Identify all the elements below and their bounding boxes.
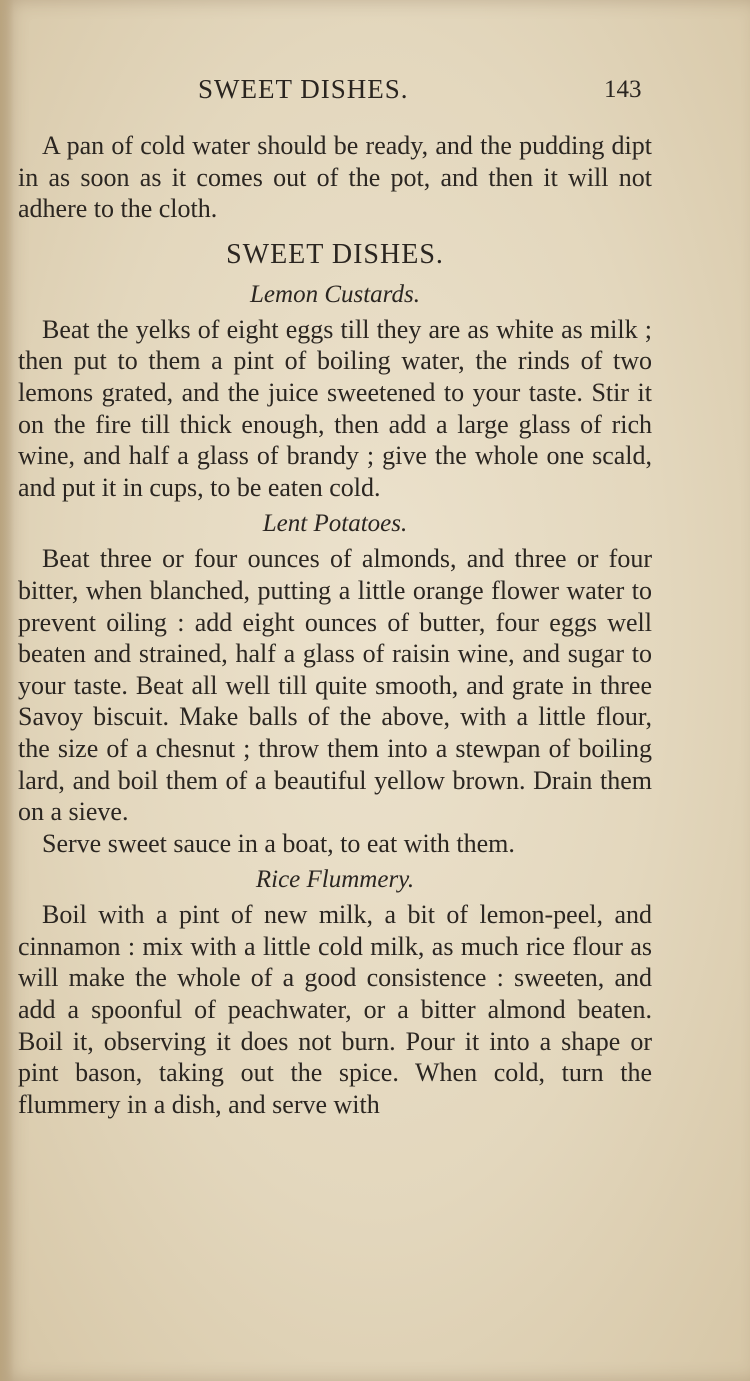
running-title: SWEET DISHES. bbox=[198, 74, 409, 104]
recipe-paragraph: Serve sweet sauce in a boat, to eat with them. bbox=[42, 828, 515, 858]
recipe-title-lemon-custards: Lemon Custards. bbox=[250, 280, 420, 308]
recipe-title-lent-potatoes: Lent Potatoes. bbox=[262, 510, 408, 538]
page-text bbox=[18, 130, 652, 1120]
page-spine-shadow bbox=[0, 0, 14, 1381]
section-heading: SWEET DISHES. bbox=[226, 238, 444, 270]
running-head bbox=[0, 72, 750, 108]
recipe-paragraph: Beat the yelks of eight eggs till they are as white as milk ; then put to them a pint of boiling water, the rinds of two lemons grated, and the juice sweetened to your taste. Stir it on the fire till thick enough, then add a large glass of rich wine, and half a glass of brandy ; give the whole one scald, and put it in cups, to be eaten cold. bbox=[18, 314, 652, 502]
recipe-paragraph: Beat three or four ounces of almonds, and three or four bitter, when blanched, putting a little orange flower water to prevent oiling : add eight ounces of butter, four eggs well beaten and strained, half a glass of raisin wine, and sugar to your taste. Beat all well till quite smooth, and grate in three Savoy biscuit. Make balls of the above, with a little flour, the size of a chesnut ; throw them into a stewpan of boiling lard, and boil them of a beautiful yellow brown. Drain them on a sieve. bbox=[18, 544, 652, 827]
page-number: 143 bbox=[604, 76, 642, 103]
intro-paragraph: A pan of cold water should be ready, and the pudding dipt in as soon as it comes out of the pot, and then it will not adhere to the cloth. bbox=[18, 131, 652, 224]
recipe-paragraph: Boil with a pint of new milk, a bit of lemon-peel, and cinnamon : mix with a little cold milk, as much rice flour as will make the whole of a good consistence : sweeten, and add a spoonful of peachwater, or a bitter almond beaten. Boil it, observing it does not burn. Pour it into a shape or pint bason, taking out the spice. When cold, turn the flummery in a dish, and serve with bbox=[18, 900, 652, 1119]
recipe-title-rice-flummery: Rice Flummery. bbox=[255, 866, 415, 894]
